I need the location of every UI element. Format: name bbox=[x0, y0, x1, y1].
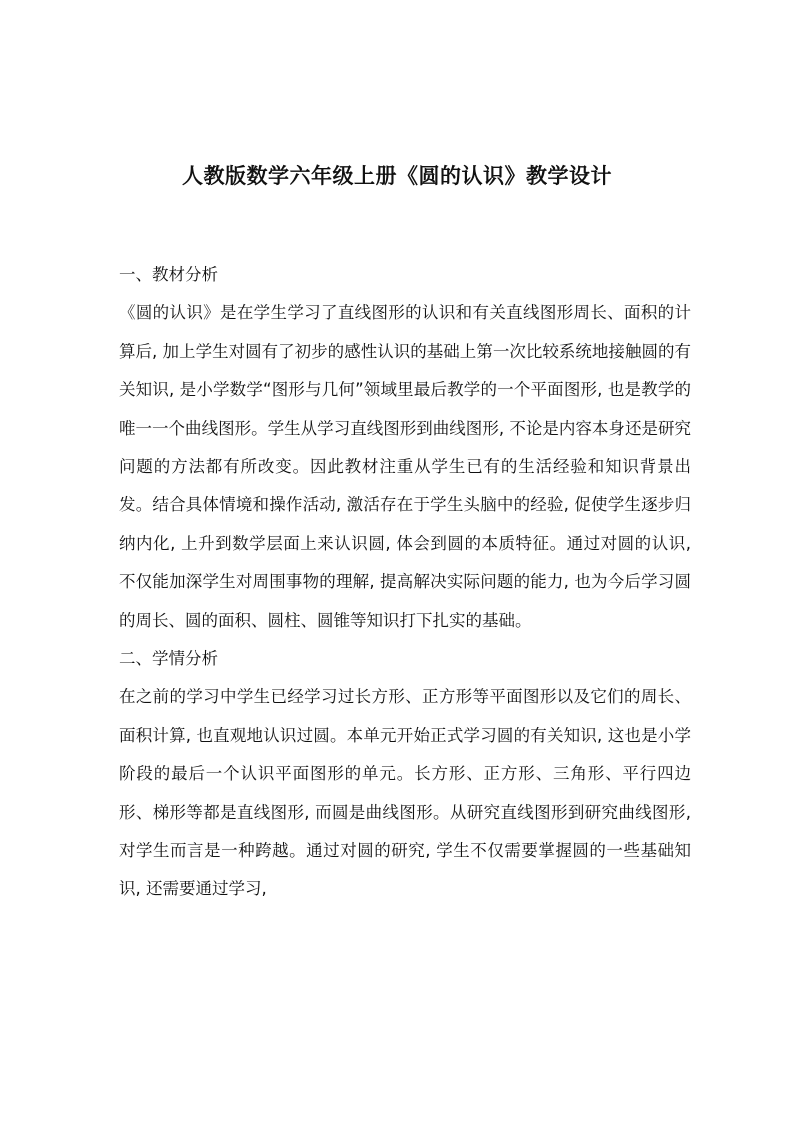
section-heading-textbook-analysis: 一、教材分析 bbox=[119, 265, 218, 284]
page-title: 人教版数学六年级上册《圆的认识》教学设计 bbox=[182, 164, 612, 188]
section-paragraph-textbook-analysis: 《圆的认识》是在学生学习了直线图形的认识和有关直线图形周长、面积的计算后, 加上学生对圆有了初步的感性认识的基础上第一次比较系统地接触圆的有关知识, 是小学数学“图形与几何”领域里最后教学的一个平面图形, 也是教学的唯一一个曲线图形。学生从学习直线图形到曲线图形, 不论是内容本身还是研究问题的方法都有所改变。因此教材注重从学生已有的生活经验和知识背景出发。结合具体情境和操作活动, 激活存在于学生头脑中的经验, 促使学生逐步归纳内化, 上升到数学层面上来认识圆, 体会到圆的本质特征。通过对圆的认识, 不仅能加深学生对周围事物的理解, 提高解决实际问题的能力, 也为今后学习圆的周长、圆的面积、圆柱、圆锥等知识打下扎实的基础。 bbox=[119, 303, 691, 630]
document-body bbox=[119, 256, 691, 909]
section-paragraph-learner-analysis: 在之前的学习中学生已经学习过长方形、正方形等平面图形以及它们的周长、面积计算, 也直观地认识过圆。本单元开始正式学习圆的有关知识, 这也是小学阶段的最后一个认识平面图形的单元。长方形、正方形、三角形、平行四边形、梯形等都是直线图形, 而圆是曲线图形。从研究直线图形到研究曲线图形, 对学生而言是一种跨越。通过对圆的研究, 学生不仅需要掌握圆的一些基础知识, 还需要通过学习, bbox=[119, 687, 691, 899]
section-heading-learner-analysis: 二、学情分析 bbox=[119, 649, 218, 669]
